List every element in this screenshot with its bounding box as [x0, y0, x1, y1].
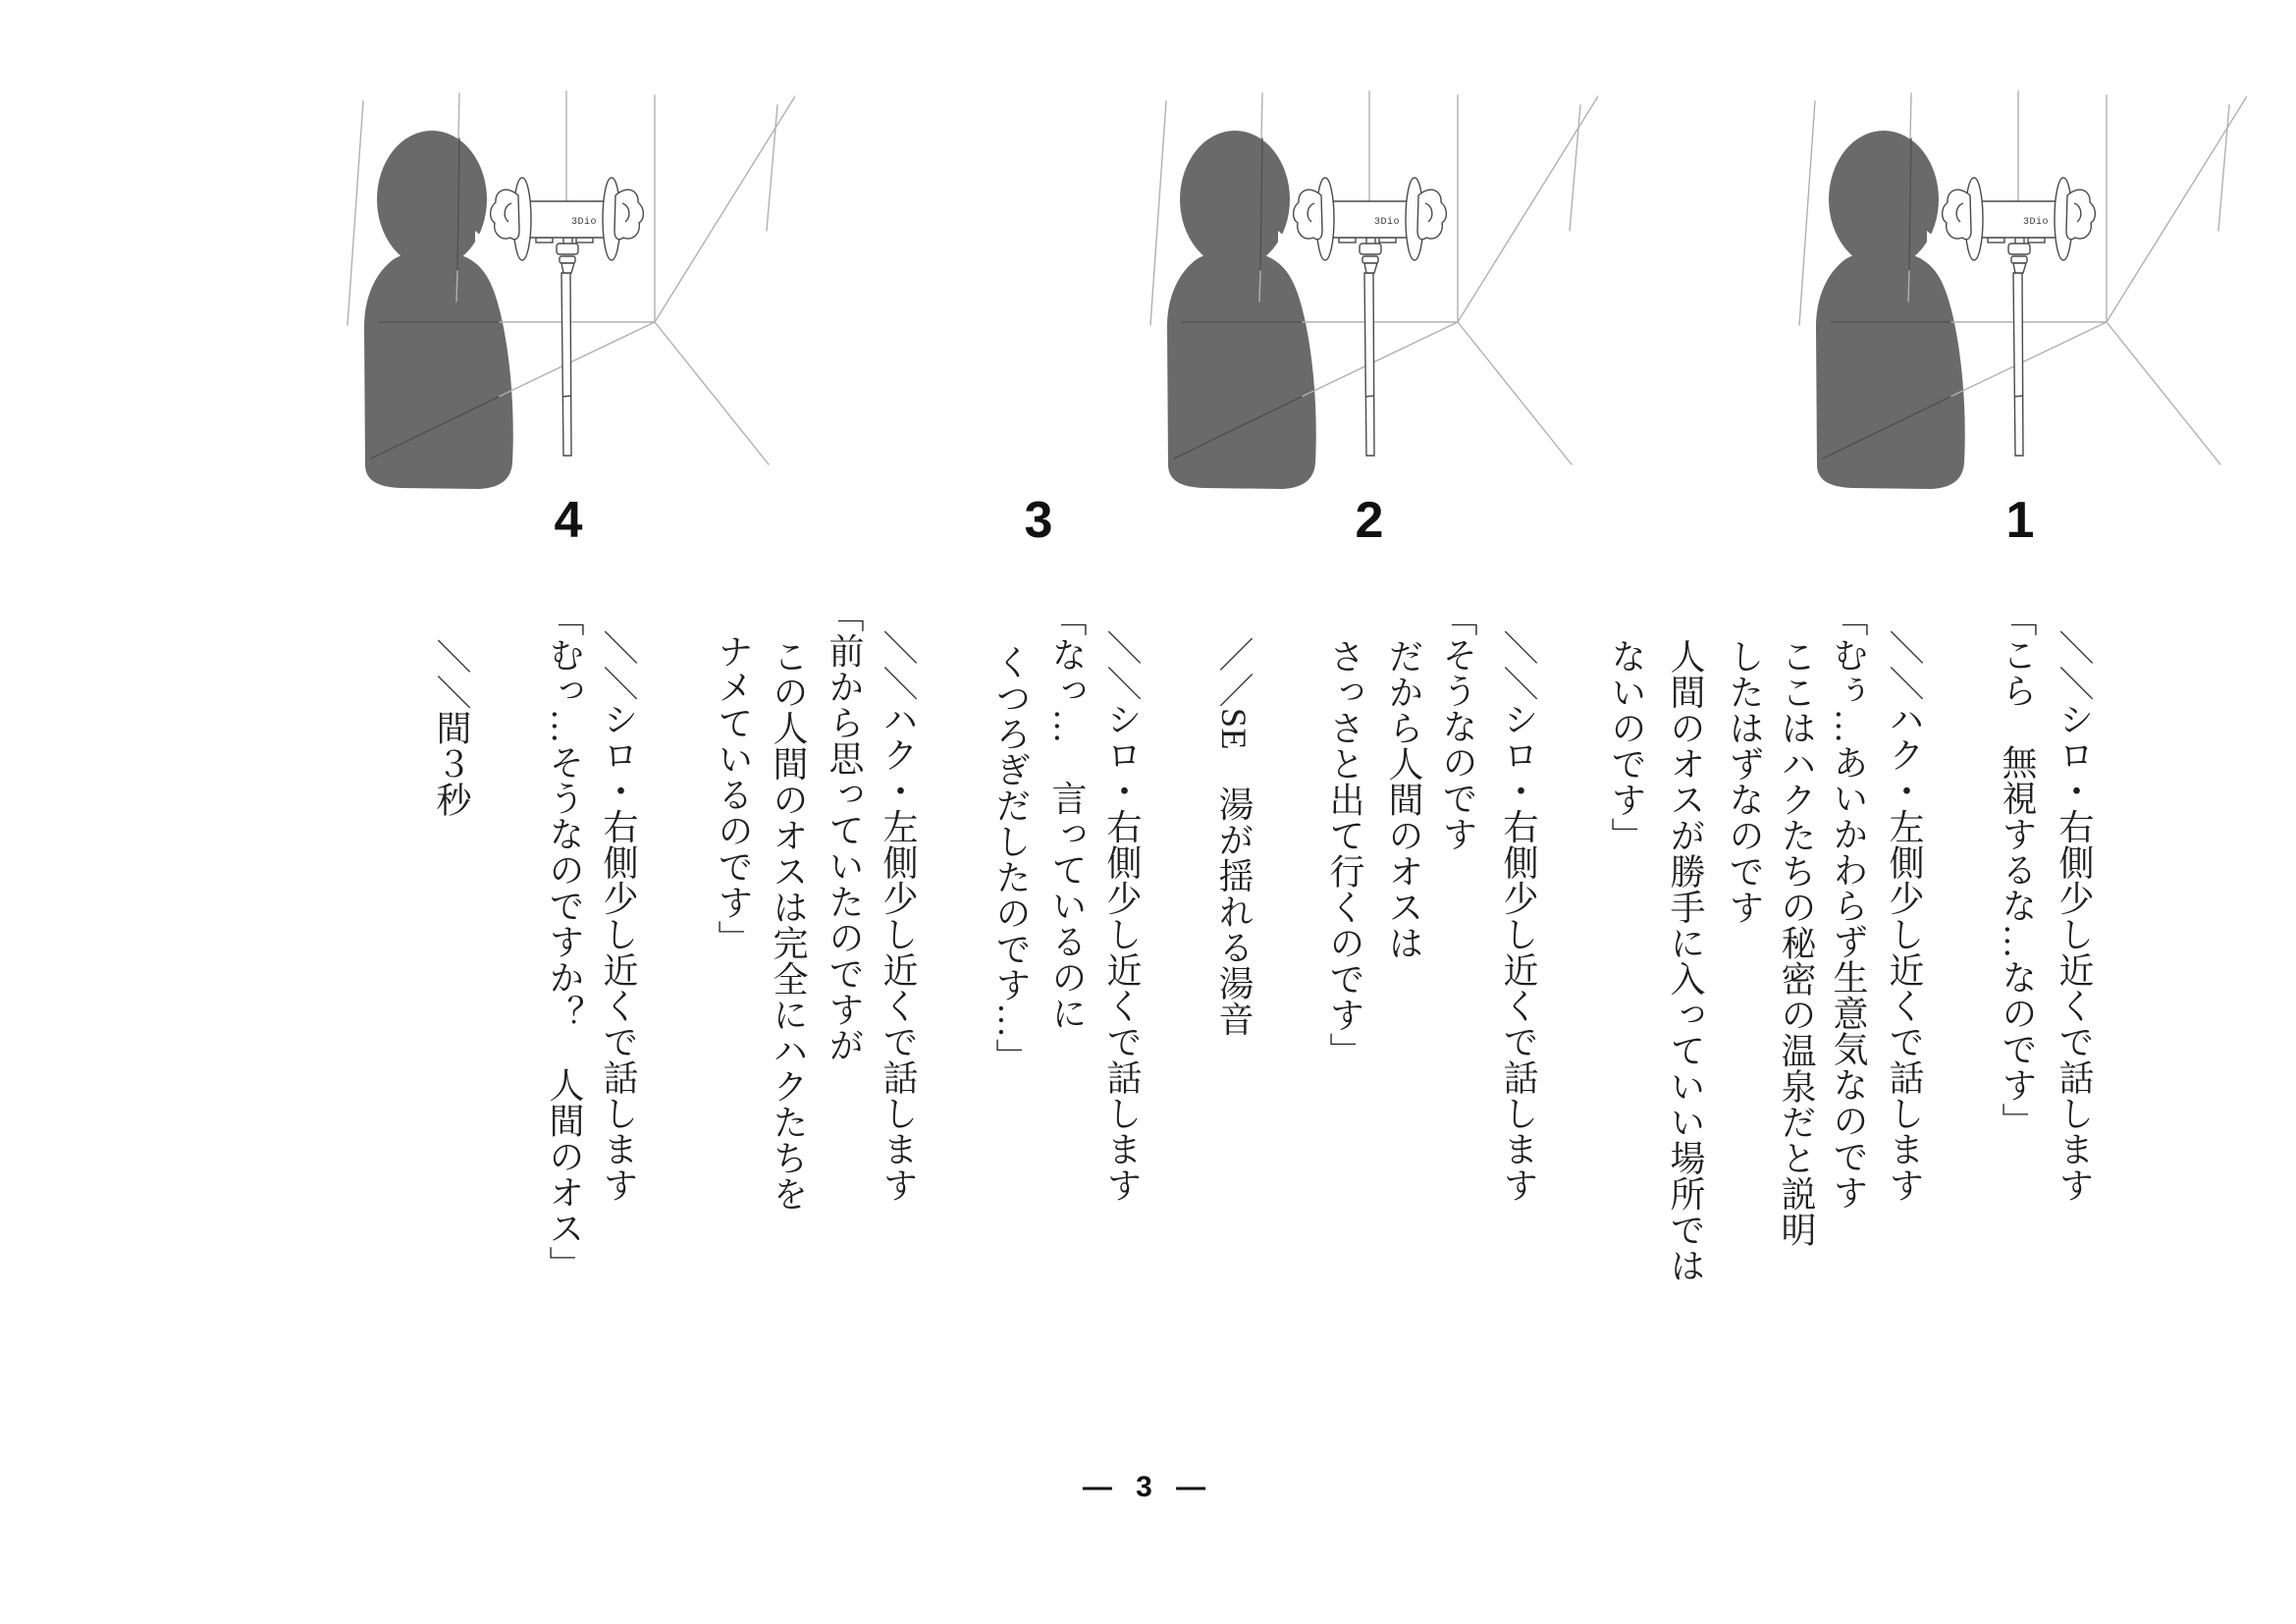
- direction-mark: ＼＼: [1102, 629, 1142, 701]
- p3-direction-shiro: [1104, 629, 1140, 1203]
- p3-haku-line-2: この人間のオスは完全にハクたちを: [769, 638, 808, 1212]
- p2-shiro-line-2: だから人間のオスは: [1384, 638, 1423, 961]
- p1-shiro-line: 「こら 無視するな…なのです」: [1998, 601, 2037, 1139]
- p2-direction-shiro: [1501, 629, 1536, 1203]
- pause-text: 間３秒: [432, 710, 471, 818]
- direction-text: シロ・右側少し近くで話します: [1102, 701, 1142, 1203]
- p3-direction-haku: [881, 629, 916, 1203]
- p1-haku-line-1: 「むぅ…あいかわらず生意気なのです: [1829, 601, 1868, 1211]
- direction-text: ハク・左側少し近くで話します: [879, 701, 918, 1203]
- direction-mark: ＼＼: [432, 638, 471, 710]
- direction-text: シロ・右側少し近くで話します: [599, 701, 638, 1203]
- p1-haku-line-3: したはずなのです: [1725, 638, 1764, 925]
- scene-illustration-panel2: [1137, 83, 1598, 501]
- scene-illustration-panel4: [334, 83, 795, 501]
- se-mark: ／／: [1214, 636, 1254, 708]
- p3-haku-line-1: 「前から思っていたのですが: [825, 597, 864, 1063]
- direction-text: シロ・右側少し近くで話します: [1499, 701, 1538, 1203]
- p3-shiro-line-2: くつろぎだしたのです…」: [991, 644, 1031, 1074]
- p4-shiro-line: 「むっ…そうなのですか？ 人間のオス」: [545, 601, 584, 1282]
- p2-shiro-line-1: 「そうなのです: [1438, 601, 1477, 852]
- p4-pause-direction: [434, 638, 469, 818]
- direction-text: ハク・左側少し近くで話します: [1885, 701, 1924, 1203]
- p1-direction-haku: [1887, 629, 1922, 1203]
- p3-shiro-line-1: 「なっ… 言っているのに: [1047, 601, 1087, 1031]
- scene-illustration-panel1: [1786, 83, 2247, 501]
- p1-haku-line-2: ここはハクたちの秘密の温泉だと説明: [1777, 638, 1816, 1248]
- page-number: — 3 —: [1082, 1471, 1214, 1503]
- p3-haku-line-3: ナメているのです」: [714, 633, 753, 956]
- p2-shiro-line-3: さっさと出て行くのです」: [1325, 638, 1364, 1068]
- panel-number-4: 4: [554, 492, 583, 549]
- panel-number-1: 1: [2005, 492, 2035, 549]
- p1-haku-line-5: ないのです」: [1607, 638, 1646, 853]
- panel-number-2: 2: [1355, 492, 1384, 549]
- p1-haku-line-4: 人間のオスが勝手に入っていい場所では: [1666, 638, 1705, 1283]
- p4-direction-shiro: [601, 629, 636, 1203]
- p1-direction-shiro: [2056, 629, 2092, 1203]
- direction-text: シロ・右側少し近くで話します: [2055, 701, 2094, 1203]
- direction-mark: ＼＼: [2055, 629, 2094, 701]
- se-text: SE 湯が揺れる湯音: [1214, 708, 1254, 1038]
- direction-mark: ＼＼: [599, 629, 638, 701]
- p2-sound-effect: [1216, 636, 1252, 1037]
- direction-mark: ＼＼: [1885, 629, 1924, 701]
- panel-number-3: 3: [1024, 492, 1053, 549]
- direction-mark: ＼＼: [1499, 629, 1538, 701]
- direction-mark: ＼＼: [879, 629, 918, 701]
